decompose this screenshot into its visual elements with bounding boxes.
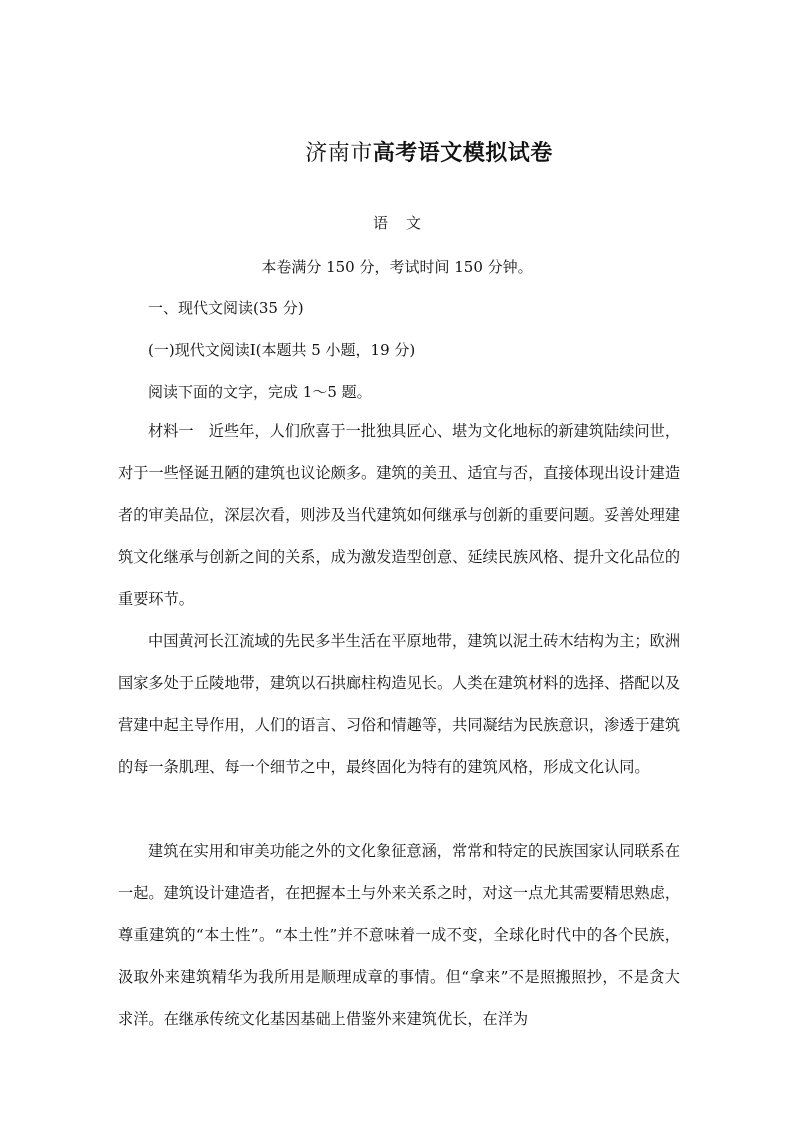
paragraph-three: 建筑在实用和审美功能之外的文化象征意涵，常常和特定的民族国家认同联系在一起。建筑设计建造者，在把握本土与外来关系之时，对这一点尤其需要精思熟虑，尊重建筑的“本土性”。“本土性”并不意味着一成不变，全球化时代中的各个民族，汲取外来建筑精华为我所用是顺理成章的事情。但“拿来”不是照搬照抄，不是贪大求洋。在继承传统文化基因基础上借鉴外来建筑优长，在洋为 (118, 842, 680, 1028)
paragraph-material-one: 材料一 近些年，人们欣喜于一批独具匠心、堪为文化地标的新建筑陆续问世，对于一些怪诞丑陋的建筑也议论颇多。建筑的美丑、适宜与否，直接体现出设计建造者的审美品位，深层次看，则涉及当代建筑如何继承与创新的重要问题。妥善处理建筑文化继承与创新之间的关系，成为激发造型创意、延续民族风格、提升文化品位的重要环节。 (118, 422, 680, 608)
exam-note: 本卷满分 150 分，考试时间 150 分钟。 (261, 258, 533, 276)
exam-subject: 语文 (372, 214, 439, 232)
paragraph-two: 中国黄河长江流域的先民多半生活在平原地带，建筑以泥土砖木结构为主；欧洲国家多处于丘陵地带，建筑以石拱廊柱构造见长。人类在建筑材料的选择、搭配以及营建中起主导作用，人们的语言、习俗和情趣等，共同凝结为民族意识，渗透于建筑的每一条肌理、每一个细节之中，最终固化为特有的建筑风格，形成文化认同。 (118, 632, 680, 776)
exam-title (0, 136, 794, 167)
exam-title-city: 济南市 (305, 141, 373, 166)
section-subheading: (一)现代文阅读Ⅰ(本题共 5 小题，19 分) (148, 341, 416, 359)
section-heading: 一、现代文阅读(35 分) (148, 299, 304, 317)
exam-title-main: 高考语文模拟试卷 (372, 140, 553, 166)
section-instruction: 阅读下面的文字，完成 1～5 题。 (148, 383, 372, 401)
